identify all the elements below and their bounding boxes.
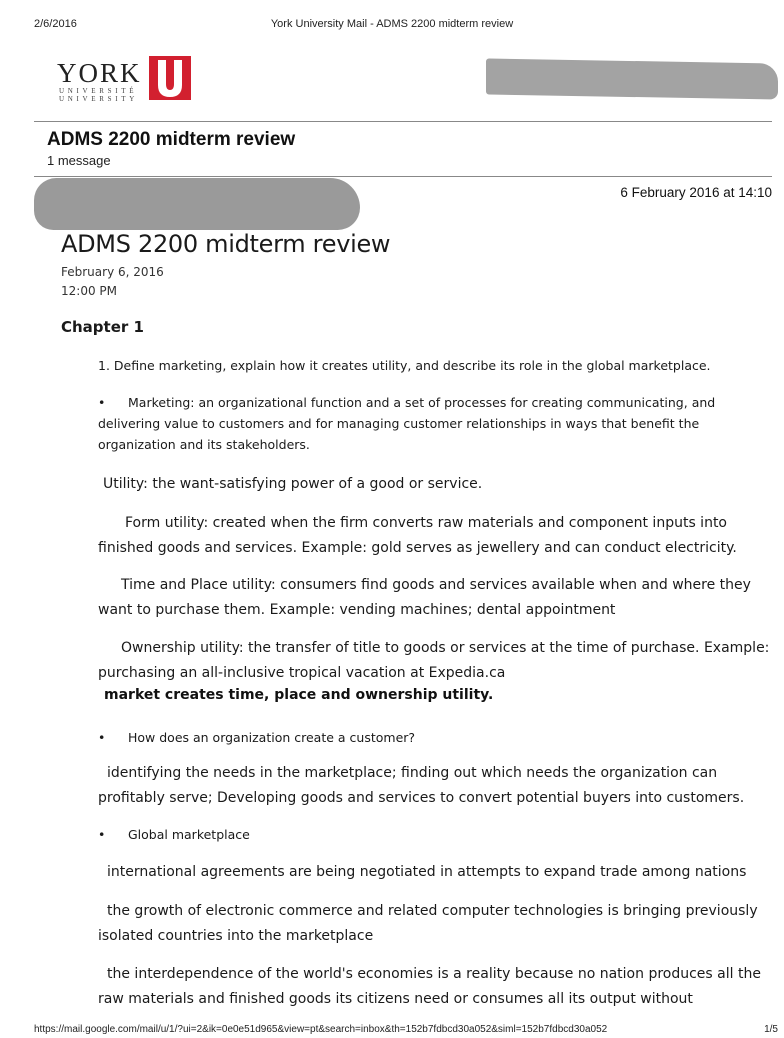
bullet-marketing-definition: [98, 392, 748, 455]
global-marketplace-heading: Global marketplace: [128, 827, 250, 842]
print-page-title: York University Mail - ADMS 2200 midterm review: [270, 18, 514, 30]
economies-interdependence: the interdependence of the world's economies is a reality because no nation produces all the raw materials and finished goods its citizens need or consumes all its output without: [98, 966, 761, 1007]
print-footer: [0, 1024, 784, 1038]
logo-red-u-icon: [149, 56, 191, 100]
bullet-create-customer: [98, 727, 748, 748]
note-title: ADMS 2200 midterm review: [61, 230, 391, 258]
message-date: 6 February 2016 at 14:10: [620, 185, 772, 200]
divider: [34, 121, 772, 122]
time-place-utility: Time and Place utility: consumers find goods and services available when and where they want to purchase them. Example: vending machines; dental appointment: [98, 577, 751, 618]
note-date: February 6, 2016: [61, 265, 164, 279]
marketing-definition: Marketing: an organizational function and a set of processes for creating communicating, and delivering value to customers and for managing customer relationships in ways that benefit the organization and its stakeholders.: [98, 395, 716, 452]
question-1: 1. Define marketing, explain how it creates utility, and describe its role in the global marketplace.: [98, 358, 711, 373]
bullet-glyph: •: [98, 395, 106, 410]
message-count: 1 message: [47, 153, 111, 168]
form-utility: Form utility: created when the firm converts raw materials and component inputs into finished goods and services. Example: gold serves as jewellery and can conduct electricity.: [98, 515, 737, 556]
print-url: https://mail.google.com/mail/u/1/?ui=2&ik=0e0e51d965&view=pt&search=inbox&th=152b7fdbcd30a052&siml=152b7fdbcd30a052: [34, 1024, 608, 1035]
note-time: 12:00 PM: [61, 284, 117, 298]
ownership-utility: Ownership utility: the transfer of title to goods or services at the time of purchase. Example: purchasing an all-inclusive tropical vacation at Expedia.ca: [98, 640, 770, 681]
logo-wordmark: YORK: [57, 58, 142, 88]
page-number: 1/5: [764, 1024, 778, 1035]
redacted-account-area: [486, 58, 778, 99]
bullet-global-marketplace: [98, 824, 748, 845]
york-university-logo: [57, 56, 192, 102]
print-header: [0, 18, 784, 34]
identifying-needs: identifying the needs in the marketplace; finding out which needs the organization can profitably serve; Developing goods and services to convert potential buyers into customers.: [98, 765, 745, 806]
utility-definition: Utility: the want-satisfying power of a good or service.: [103, 476, 483, 492]
print-date: 2/6/2016: [34, 18, 77, 30]
bullet-glyph: •: [98, 730, 106, 745]
logo-subtitle-en: UNIVERSITY: [59, 95, 138, 103]
bullet-glyph: •: [98, 827, 106, 842]
divider: [34, 176, 772, 177]
email-subject: ADMS 2200 midterm review: [47, 129, 296, 150]
create-customer-question: How does an organization create a customer?: [128, 730, 416, 745]
market-creates-statement: market creates time, place and ownership utility.: [104, 687, 494, 703]
logo-subtitle-fr: UNIVERSITÉ: [59, 87, 138, 95]
electronic-commerce-growth: the growth of electronic commerce and related computer technologies is bringing previously isolated countries into the marketplace: [98, 903, 758, 944]
redacted-sender: [34, 178, 360, 230]
chapter-heading: Chapter 1: [61, 318, 144, 336]
international-agreements: international agreements are being negotiated in attempts to expand trade among nations: [107, 864, 747, 880]
